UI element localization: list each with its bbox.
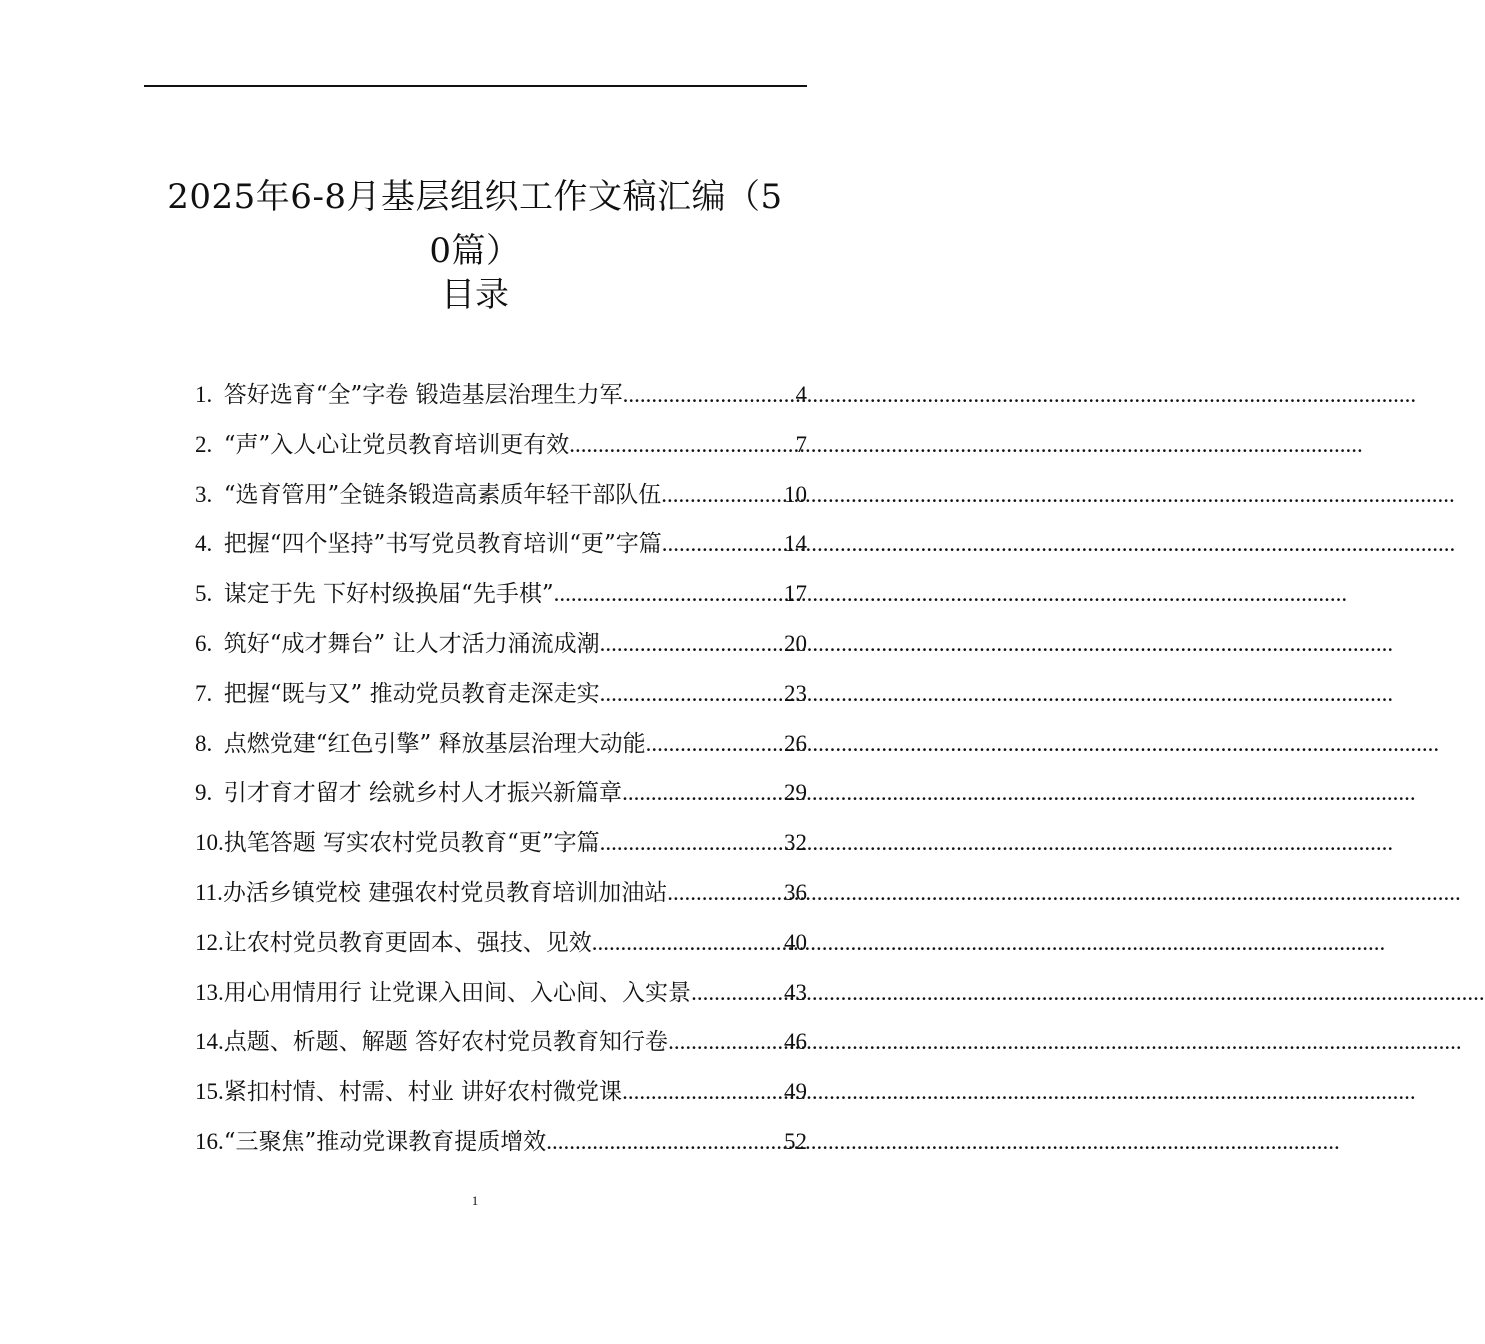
toc-entry-number: 2. (195, 431, 224, 457)
toc-entry-title: “三聚焦”推动党课教育提质增效 (223, 1128, 547, 1155)
toc-entry-title: 办活乡镇党校 建强农村党员教育培训加油站 (222, 879, 668, 906)
toc-entry-page: 32 (784, 830, 807, 856)
toc-entry[interactable] (195, 719, 807, 769)
toc-entry-title: 让农村党员教育更固本、强技、见效 (223, 929, 592, 956)
toc-entry-page: 17 (784, 581, 807, 607)
toc-entry[interactable] (195, 420, 807, 470)
toc-dot-leader (592, 918, 784, 968)
toc-entry-title: 筑好“成才舞台” 让人才活力涌流成潮 (223, 630, 600, 657)
toc-entry-page: 23 (784, 680, 807, 706)
toc-dot-leader (667, 868, 784, 918)
toc-entry-page: 14 (784, 531, 807, 557)
toc-entry-number: 12. (195, 929, 224, 955)
toc-dot-leader (569, 420, 795, 470)
table-of-contents (195, 370, 807, 1167)
toc-entry-title: 紧扣村情、村需、村业 讲好农村微党课 (223, 1079, 623, 1106)
toc-dot-leader (646, 719, 784, 769)
header-rule (144, 85, 807, 87)
toc-entry[interactable] (195, 918, 807, 968)
toc-entry-number: 10. (195, 830, 224, 856)
toc-dot-leader (600, 619, 784, 669)
toc-entry-number: 8. (195, 730, 224, 756)
toc-entry-title: “声”入人心让党员教育培训更有效 (223, 431, 570, 458)
toc-entry-page: 40 (784, 929, 807, 955)
toc-entry-number: 15. (195, 1079, 224, 1105)
toc-entry-number: 14. (195, 1029, 224, 1055)
toc-entry[interactable] (195, 470, 807, 520)
toc-dot-leader (622, 768, 784, 818)
toc-dot-leader (661, 470, 784, 520)
toc-dot-leader (623, 370, 796, 420)
toc-entry-number: 9. (195, 780, 224, 806)
toc-entry-page: 7 (795, 431, 807, 457)
toc-entry-page: 49 (784, 1079, 807, 1105)
toc-entry-title: 引才育才留才 绘就乡村人才振兴新篇章 (223, 780, 623, 807)
toc-entry-page: 36 (784, 879, 807, 905)
toc-dot-leader (546, 1117, 784, 1167)
document-title (140, 170, 810, 278)
toc-entry-page: 46 (784, 1029, 807, 1055)
toc-entry[interactable] (195, 1017, 807, 1067)
toc-entry[interactable] (195, 519, 807, 569)
page-number: 1 (471, 1193, 479, 1208)
toc-dot-leader (622, 1067, 784, 1117)
toc-entry[interactable] (195, 569, 807, 619)
toc-entry-page: 26 (784, 730, 807, 756)
toc-entry-title: 点题、析题、解题 答好农村党员教育知行卷 (223, 1029, 669, 1056)
toc-entry-page: 52 (784, 1128, 807, 1154)
toc-dot-leader (662, 519, 784, 569)
toc-entry[interactable] (195, 669, 807, 719)
toc-dot-leader (668, 1017, 784, 1067)
toc-dot-leader (600, 669, 784, 719)
toc-entry-number: 4. (195, 531, 224, 557)
toc-entry[interactable] (195, 1117, 807, 1167)
toc-entry-title: “选育管用”全链条锻造高素质年轻干部队伍 (223, 481, 662, 508)
toc-entry[interactable] (195, 868, 807, 918)
toc-entry-number: 5. (195, 581, 224, 607)
toc-entry-number: 6. (195, 630, 224, 656)
toc-entry[interactable] (195, 370, 807, 420)
toc-entry-number: 7. (195, 680, 224, 706)
toc-dot-leader (554, 569, 784, 619)
toc-entry[interactable] (195, 818, 807, 868)
toc-entry-page: 4 (795, 382, 807, 407)
toc-entry-page: 29 (784, 780, 807, 806)
toc-heading: 目录 (441, 275, 509, 315)
toc-entry[interactable] (195, 768, 807, 818)
toc-entry-title: 把握“既与又” 推动党员教育走深走实 (223, 680, 600, 707)
toc-entry-number: 13. (195, 979, 224, 1005)
toc-entry-title: 点燃党建“红色引擎” 释放基层治理大动能 (223, 730, 646, 757)
toc-entry[interactable] (195, 968, 807, 1018)
toc-entry-number: 16. (195, 1128, 224, 1154)
toc-entry-number: 3. (195, 481, 224, 507)
toc-entry[interactable] (195, 1067, 807, 1117)
toc-dot-leader (600, 818, 784, 868)
toc-entry[interactable] (195, 619, 807, 669)
toc-entry-title: 把握“四个坚持”书写党员教育培训“更”字篇 (223, 531, 662, 558)
title-line-1: 2025年6-8月基层组织工作文稿汇编（5 (167, 177, 783, 217)
title-line-2: 0篇） (429, 231, 521, 271)
toc-dot-leader (691, 968, 784, 1018)
toc-entry-title: 谋定于先 下好村级换届“先手棋” (223, 581, 554, 608)
toc-entry-number: 1. (195, 382, 224, 407)
toc-entry-title: 答好选育“全”字卷 锻造基层治理生力军 (223, 382, 623, 408)
toc-entry-page: 20 (784, 630, 807, 656)
toc-entry-title: 执笔答题 写实农村党员教育“更”字篇 (223, 830, 600, 857)
toc-entry-page: 43 (784, 979, 807, 1005)
toc-entry-number: 11. (195, 879, 223, 905)
toc-entry-title: 用心用情用行 让党课入田间、入心间、入实景 (223, 979, 692, 1006)
toc-entry-page: 10 (784, 481, 807, 507)
